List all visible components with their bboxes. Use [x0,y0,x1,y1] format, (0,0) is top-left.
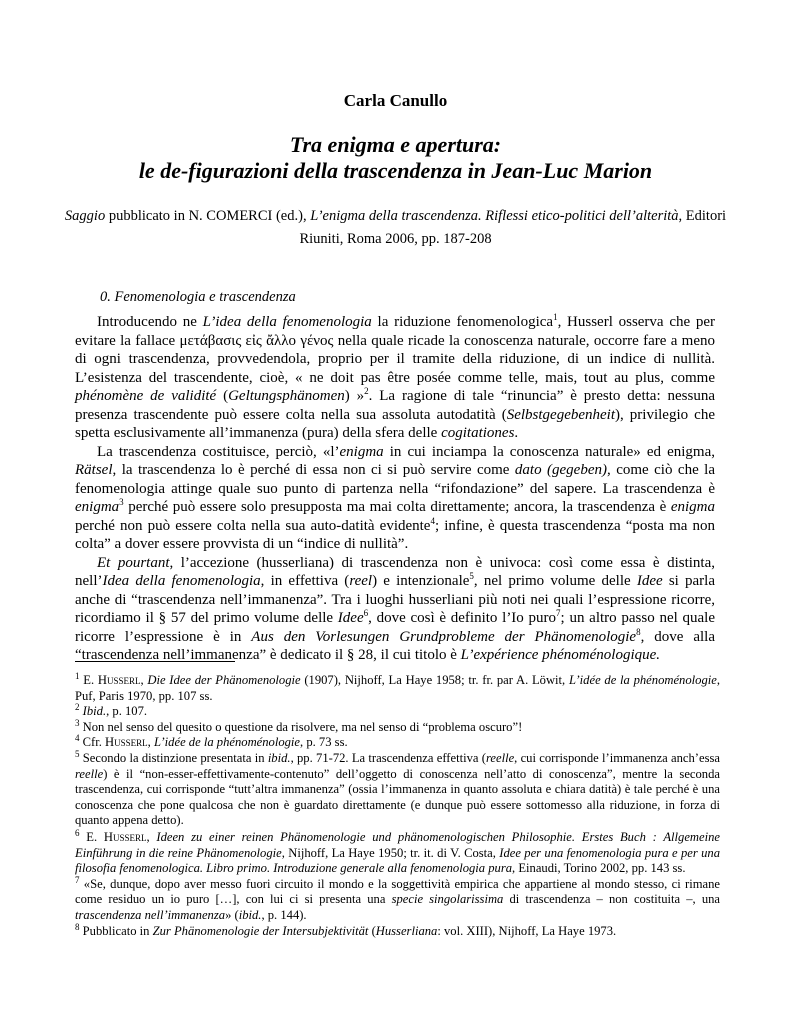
author-name: Carla Canullo [343,91,448,110]
footnote-ref-6[interactable]: 6 [363,608,369,618]
publication-info: Saggio pubblicato in N. COMERCI (ed.), L’enigma della trascendenza. Riflessi etico-politici dell’alterità, Editori Riuniti, Roma 2006, pp. 187-208 [64,208,727,247]
paragraph-2: La trascendenza costituisce, perciò, «l’enigma in cui inciampa la conoscenza naturale» ed enigma, Rätsel, la trascendenza lo è perché di essa non ci si può servire come dato (gegeben), come ciò che la fenomenologia attinge quale suo punto di partenza nella “rifondazione” del sapere. La trascendenza è enigma$^3$ perché può essere solo presupposta ma mai colta direttamente; ancora, la trascendenza è enigma perché non può essere colta nella sua auto-datità evidente$^4$; infine, è questa trascendenza “posta ma non colta” a dover essere provvista di un “indice di nullità”. [75,443,715,552]
paragraph-1: Introducendo ne L’idea della fenomenologia la riduzione fenomenologica$^1$, Husserl osserva che per evitare la fallace μετάβασις εἰς ἄλλο γένος nella quale ricade la conoscenza naturale, occorre fare a meno di ogni trascendenza, provvedendola, proprio per il tramite della riduzione, di un indice di nullità. L’esistenza del trascendente, cioè, « ne doit pas être posée comme telle, mais, tout au plus, comme phénomène de validité (Geltungsphänomen) »$^2$. La ragione di tale “rinuncia” è presto detta: nessuna presenza trascendente può essere colta nella sua assoluta autodatità (Selbstgegebenheit), privilegio che spetta esclusivamente all’immanenza (pura) della sfera delle cogitationes. [75,312,716,441]
footnote-ref-8[interactable]: 8 [636,626,641,637]
footnote-8: $^8$ Pubblicato in Zur Phänomenologie der Intersubjektivität (Husserliana: vol. XIII), Nijhoff, La Haye 1973. [75,921,617,938]
footnote-7: $^7$ «Se, dunque, dopo aver messo fuori circuito il mondo e la soggettività empirica che appartiene al mondo stesso, ci rimane come residuo un io puro […], con lui ci si presenta una specie singolarissima di trascendenza – non costituita –, una trascendenza nell’immanenza» (ibid., p. 144). [75,874,721,922]
paper-title [0,132,791,184]
footnote-5: $^5$ Secondo la distinzione presentata in ibid., pp. 71-72. La trascendenza effettiva (reelle, cui corrisponde l’immanenza anch’essa reelle) è il “non-esser-effettivamente-contenuto” dell’oggetto di conoscenza nell’atto di conoscenza”, mentre la seconda trascendenza, cui corrisponde “tutt’altra immanenza” (ossia l’immanenza in quanto assoluta e chiara datità) è tale perché è una conoscenza che pone qualcosa che non è guardato direttamente (e dunque può essere sottomesso alla riduzione, in forza di quanto appena detto). [75,748,720,828]
footnote-3: $^3$ Non nel senso del quesito o questione da risolvere, ma nel senso di “problema oscuro”! [75,717,523,734]
footnote-1: $^1$ E. Husserl, Die Idee der Phänomenologie (1907), Nijhoff, La Haye 1958; tr. fr. par A. Löwit, L’idée de la phénoménologie, Puf, Paris 1970, pp. 107 ss. [75,670,720,703]
paragraph-3: Et pourtant, l’accezione (husserliana) di trascendenza non è univoca: così come essa è distinta, nell’Idea della fenomenologia, in effettiva (reel) e intenzionale$^5$, nel primo volume delle Idee si parla anche di “trascendenza nell’immanenza”. Tra i luoghi husserliani più noti nei quali l’espressione ricorre, ricordiamo il § 57 del primo volume delle Idee$^6$, dove così è definito l’Io puro$^7$; un altro passo nel quale ricorre l’espressione è in Aus den Vorlesungen Grundprobleme der Phänomenologie$^8$, dove alla “trascendenza nell’immanenza” è dedicato il § 28, il cui titolo è L’expérience phénoménologique. [75,554,715,663]
footnote-2: $^2$ Ibid., p. 107. [75,702,148,719]
footnotes [75,670,721,939]
title-line-1: Tra enigma e apertura: [289,132,502,157]
section-heading: 0. Fenomenologia e trascendenza [100,289,296,305]
title-line-2: le de-figurazioni della trascendenza in Jean-Luc Marion [138,158,653,183]
book-title: L’enigma della trascendenza. Riflessi etico-politici dell’alterità [310,208,679,224]
footnote-separator [75,661,235,662]
footnote-ref-1[interactable]: 1 [553,312,558,322]
footnote-ref-2[interactable]: 2 [364,386,369,396]
body-text [75,313,715,665]
footnote-6: $^6$ E. Husserl, Ideen zu einer reinen Phänomenologie und phänomenologischen Philosophie. Erstes Buch : Allgemeine Einführung in die reine Phänomenologie, Nijhoff, La Haye 1950; tr. it. di V. Costa, Idee per una fenomenologia pura e per una filosofia fenomenologica. Libro primo. Introduzione generale alla fenomenologia pura, Einaudi, Torino 2002, pp. 143 ss. [75,827,720,876]
saggio-label: Saggio [64,208,106,224]
footnote-4: $^4$ Cfr. Husserl, L’idée de la phénoménologie, p. 73 ss. [75,733,348,750]
footnote-ref-4[interactable]: 4 [430,515,435,526]
footnote-ref-7[interactable]: 7 [556,608,561,618]
footnote-ref-3[interactable]: 3 [119,497,124,507]
footnote-ref-5[interactable]: 5 [469,571,474,581]
